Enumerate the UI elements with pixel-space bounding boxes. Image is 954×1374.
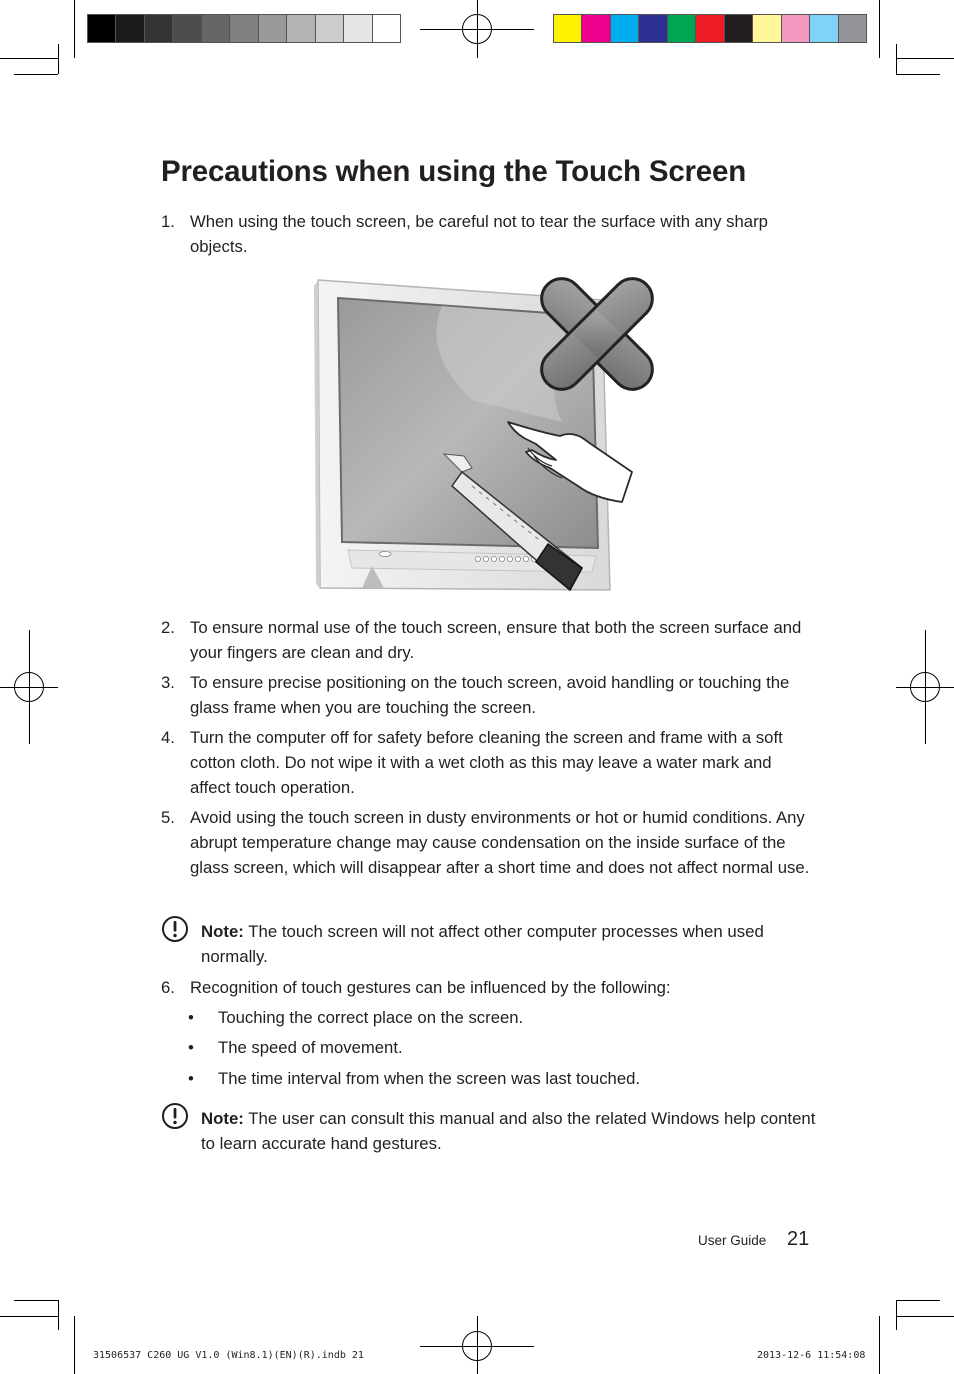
exclamation-circle-icon	[161, 915, 189, 943]
color-swatch	[116, 15, 144, 42]
registration-line	[477, 1316, 478, 1374]
note-text: The user can consult this manual and also the related Windows help content to learn accurate hand gestures.	[201, 1109, 816, 1153]
bullet-item-2	[188, 1036, 808, 1061]
list-item-5	[161, 806, 816, 880]
crop-mark	[0, 58, 58, 59]
color-swatch	[753, 15, 781, 42]
bullet-text: Touching the correct place on the screen.	[218, 1008, 524, 1027]
color-swatch	[554, 15, 582, 42]
color-swatch	[173, 15, 201, 42]
list-item-2	[161, 616, 816, 666]
color-swatch	[611, 15, 639, 42]
grayscale-color-bar	[87, 14, 401, 43]
page-title: Precautions when using the Touch Screen	[161, 155, 747, 188]
crop-mark	[896, 1316, 954, 1317]
list-text: Recognition of touch gestures can be influenced by the following:	[190, 978, 671, 997]
crop-mark	[58, 44, 59, 74]
list-text: To ensure normal use of the touch screen, ensure that both the screen surface and your fingers are clean and dry.	[190, 618, 802, 662]
color-swatch	[839, 15, 866, 42]
slug-filename: 31506537 C260 UG V1.0 (Win8.1)(EN)(R).indb 21	[93, 1350, 364, 1361]
crop-mark	[896, 44, 897, 74]
touch-screen-illustration	[312, 272, 662, 598]
bullet-text: The speed of movement.	[218, 1038, 403, 1057]
list-number: 2.	[161, 618, 175, 637]
color-swatch	[696, 15, 724, 42]
color-swatch	[287, 15, 315, 42]
list-text: To ensure precise positioning on the touch screen, avoid handling or touching the glass frame when you are touching the screen.	[190, 673, 790, 717]
list-number: 6.	[161, 978, 175, 997]
registration-line	[477, 0, 478, 58]
note-text: The touch screen will not affect other computer processes when used normally.	[201, 922, 764, 966]
bullet-dot: •	[188, 1069, 194, 1088]
footer-label: User Guide	[698, 1233, 767, 1248]
process-color-bar	[553, 14, 867, 43]
color-swatch	[782, 15, 810, 42]
note-label: Note:	[201, 922, 244, 941]
color-swatch	[145, 15, 173, 42]
list-item-4	[161, 726, 816, 800]
color-swatch	[725, 15, 753, 42]
bullet-item-1	[188, 1006, 808, 1031]
crop-mark	[896, 58, 954, 59]
registration-line	[29, 630, 30, 744]
slug-timestamp: 2013-12-6 11:54:08	[757, 1350, 866, 1361]
page-number: 21	[787, 1228, 810, 1250]
bullet-dot: •	[188, 1038, 194, 1057]
color-swatch	[316, 15, 344, 42]
color-swatch	[582, 15, 610, 42]
crop-mark	[74, 0, 75, 58]
note-label: Note:	[201, 1109, 244, 1128]
list-number: 4.	[161, 728, 175, 747]
list-text: Avoid using the touch screen in dusty environments or hot or humid conditions. Any abrupt temperature change may cause condensation on the inside surface of the glass screen, which will disappear after a short time and does not affect normal use.	[190, 808, 810, 877]
note-2	[161, 1107, 821, 1157]
list-number: 1.	[161, 212, 175, 231]
color-swatch	[230, 15, 258, 42]
color-swatch	[88, 15, 116, 42]
crop-mark	[14, 1300, 58, 1301]
list-number: 5.	[161, 808, 175, 827]
color-swatch	[259, 15, 287, 42]
list-text: When using the touch screen, be careful not to tear the surface with any sharp objects.	[190, 212, 768, 256]
crop-mark	[58, 1300, 59, 1330]
exclamation-circle-icon	[161, 1102, 189, 1130]
crop-mark	[0, 1316, 58, 1317]
crop-mark	[896, 74, 940, 75]
crop-mark	[896, 1300, 940, 1301]
bullet-dot: •	[188, 1008, 194, 1027]
bullet-item-3	[188, 1067, 808, 1092]
color-swatch	[639, 15, 667, 42]
color-swatch	[344, 15, 372, 42]
bullet-text: The time interval from when the screen was last touched.	[218, 1069, 641, 1088]
list-item-1	[161, 210, 816, 260]
list-item-6	[161, 976, 816, 1001]
registration-line	[925, 630, 926, 744]
crop-mark	[74, 1316, 75, 1374]
color-swatch	[202, 15, 230, 42]
color-swatch	[668, 15, 696, 42]
note-1	[161, 920, 821, 970]
crop-mark	[879, 0, 880, 58]
crop-mark	[14, 74, 58, 75]
crop-mark	[879, 1316, 880, 1374]
color-swatch	[810, 15, 838, 42]
crop-mark	[896, 1300, 897, 1330]
list-item-3	[161, 671, 816, 721]
color-swatch	[373, 15, 400, 42]
list-number: 3.	[161, 673, 175, 692]
list-text: Turn the computer off for safety before cleaning the screen and frame with a soft cotton cloth. Do not wipe it with a wet cloth as this may leave a water mark and affect touch operation.	[190, 728, 783, 797]
